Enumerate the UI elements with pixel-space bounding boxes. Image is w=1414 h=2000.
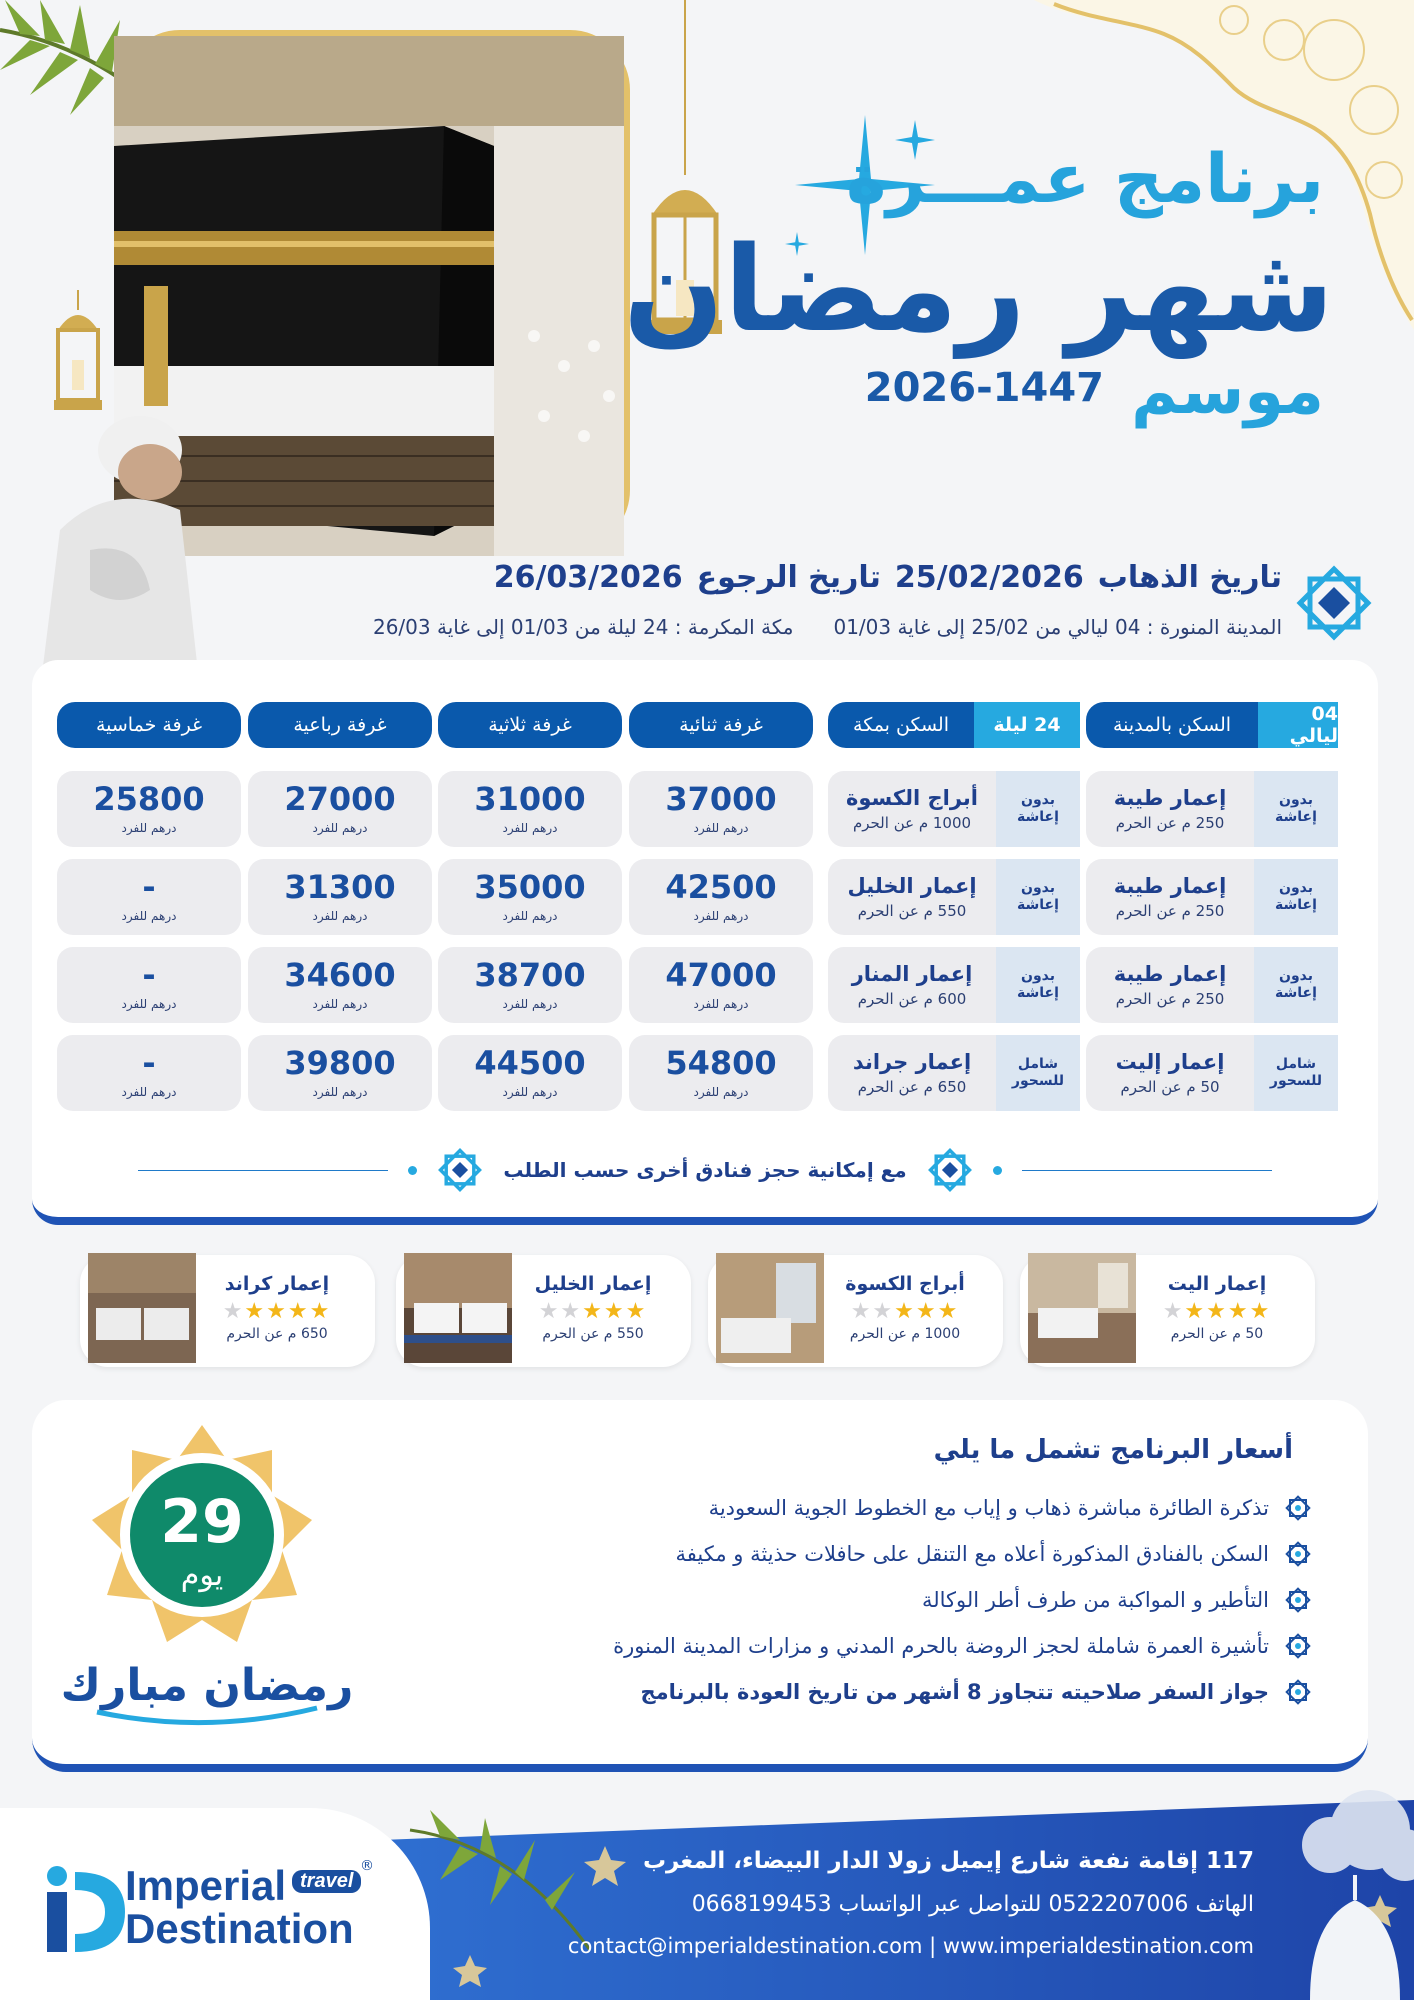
makkah-header-label: السكن بمكة [853, 714, 949, 736]
madinah-header [1086, 702, 1338, 748]
makkah-stay: مكة المكرمة : 24 ليلة من 01/03 إلى غاية 26/03 [372, 615, 794, 639]
meal-plan: بدون إعاشة [1254, 771, 1338, 847]
star-rating: ★★★★★ [538, 1299, 648, 1324]
includes-card [32, 1400, 1368, 1772]
hotel-distance: 250 م عن الحرم [1115, 990, 1225, 1008]
hotel-name: أبراج الكسوة [845, 1273, 965, 1295]
hotel-distance: 550 م عن الحرم [542, 1326, 644, 1342]
imperial-destination-logo-mark [35, 1858, 125, 1958]
hotel-name: أبراج الكسوة [845, 786, 979, 810]
madinah-hotel-cell [1086, 947, 1338, 1023]
price-unit: درهم للفرد [121, 909, 177, 923]
departure-date: 25/02/2026 [894, 560, 1084, 595]
praying-pilgrim-photo [0, 400, 230, 690]
hotel-name: إعمار طيبة [1113, 786, 1227, 810]
season-years: 2026-1447 [864, 365, 1104, 411]
price-value: - [142, 956, 156, 994]
price-cell [248, 947, 432, 1023]
hotel-distance: 50 م عن الحرم [1170, 1326, 1264, 1342]
price-cell [438, 771, 622, 847]
room-header-quint: غرفة خماسية [57, 702, 241, 748]
star-ornament-icon [437, 1147, 483, 1193]
brand-name-line1: Imperial [125, 1862, 287, 1909]
hotel-room-photo [1028, 1253, 1136, 1363]
hotel-room-photo [404, 1253, 512, 1363]
hotel-distance: 600 م عن الحرم [857, 990, 967, 1008]
meal-plan: شامل للسحور [1254, 1035, 1338, 1111]
price-cell [248, 771, 432, 847]
meal-plan: بدون إعاشة [1254, 859, 1338, 935]
price-cell [629, 947, 813, 1023]
madinah-nights: 04 ليالي [1258, 702, 1338, 748]
days-badge [87, 1420, 317, 1650]
price-unit: درهم للفرد [312, 1085, 368, 1099]
list-item [413, 1531, 1313, 1577]
hotel-name: إعمار اليت [1167, 1273, 1267, 1295]
price-unit: درهم للفرد [312, 909, 368, 923]
price-value: 37000 [665, 780, 777, 818]
list-item [413, 1623, 1313, 1669]
room-header-quad: غرفة رباعية [248, 702, 432, 748]
title-ramadan: شهر رمضان [623, 220, 1334, 358]
days-label: يوم [180, 1558, 224, 1593]
makkah-header [828, 702, 1080, 748]
agency-contact[interactable]: contact@imperialdestination.com | www.imperialdestination.com [567, 1934, 1254, 1958]
hotel-distance: 650 م عن الحرم [857, 1078, 967, 1096]
price-unit: درهم للفرد [693, 997, 749, 1011]
room-header-triple: غرفة ثلاثية [438, 702, 622, 748]
madinah-hotel-cell [1086, 859, 1338, 935]
ornament-bullet-icon [1283, 1585, 1313, 1615]
meal-plan: بدون إعاشة [1254, 947, 1338, 1023]
divider [1022, 1170, 1272, 1171]
madinah-header-label: السكن بالمدينة [1112, 714, 1232, 736]
price-value: 25800 [93, 780, 205, 818]
stay-summary [373, 615, 1282, 639]
makkah-hotel-cell [828, 947, 1080, 1023]
meal-plan: بدون إعاشة [996, 947, 1080, 1023]
include-text: تأشيرة العمرة شاملة لحجز الروضة بالحرم المدني و مزارات المدينة المنورة [613, 1634, 1269, 1658]
travel-dates [494, 560, 1282, 595]
price-value: 34600 [284, 956, 396, 994]
price-unit: درهم للفرد [121, 821, 177, 835]
hotel-card [80, 1255, 375, 1367]
hotel-distance: 250 م عن الحرم [1115, 902, 1225, 920]
makkah-hotel-cell [828, 1035, 1080, 1111]
hotel-name: إعمار طيبة [1113, 874, 1227, 898]
price-value: 27000 [284, 780, 396, 818]
price-unit: درهم للفرد [693, 909, 749, 923]
price-value: 31300 [284, 868, 396, 906]
price-value: 38700 [474, 956, 586, 994]
registered-mark: ® [360, 1858, 374, 1874]
price-value: 47000 [665, 956, 777, 994]
hotel-name: إعمار الخليل [847, 874, 977, 898]
price-unit: درهم للفرد [693, 821, 749, 835]
price-value: 31000 [474, 780, 586, 818]
price-cell [629, 771, 813, 847]
price-cell [57, 771, 241, 847]
season-label: موسم [1131, 355, 1324, 429]
ramadan-mubarak-calligraphy [60, 1630, 354, 1740]
hotel-name: إعمار إليت [1115, 1050, 1225, 1074]
star-ornament-icon [927, 1147, 973, 1193]
hotel-name: إعمار كراند [224, 1273, 330, 1295]
price-value: - [142, 1044, 156, 1082]
price-unit: درهم للفرد [121, 1085, 177, 1099]
price-cell [438, 859, 622, 935]
price-cell [629, 859, 813, 935]
include-text: التأطير و المواكبة من طرف أطر الوكالة [921, 1588, 1269, 1612]
hotel-card [396, 1255, 691, 1367]
ornament-bullet-icon [1283, 1539, 1313, 1569]
hotel-distance: 650 م عن الحرم [226, 1326, 328, 1342]
price-unit: درهم للفرد [312, 997, 368, 1011]
return-date: 26/03/2026 [493, 560, 683, 595]
hotel-card [1020, 1255, 1315, 1367]
other-hotels-note [32, 1150, 1378, 1190]
price-cell [438, 947, 622, 1023]
hotel-distance: 550 م عن الحرم [857, 902, 967, 920]
meal-plan: شامل للسحور [996, 1035, 1080, 1111]
includes-title: أسعار البرنامج تشمل ما يلي [933, 1435, 1293, 1465]
divider [138, 1170, 388, 1171]
hotel-room-photo [716, 1253, 824, 1363]
brand-name-line2: Destination [125, 1905, 354, 1952]
star-rating: ★★★★★ [850, 1299, 960, 1324]
price-cell [57, 947, 241, 1023]
other-hotels-text: مع إمكانية حجز فنادق أخرى حسب الطلب [503, 1158, 907, 1182]
list-item [413, 1485, 1313, 1531]
include-text: جواز السفر صلاحيته تتجاوز 8 أشهر من تاريخ العودة بالبرنامج [640, 1680, 1269, 1704]
star-ornament-icon [1294, 563, 1374, 643]
star-rating: ★★★★★ [222, 1299, 332, 1324]
price-cell [629, 1035, 813, 1111]
hotel-distance: 1000 م عن الحرم [849, 1326, 961, 1342]
price-unit: درهم للفرد [502, 1085, 558, 1099]
dot-icon [993, 1166, 1002, 1175]
room-header-double: غرفة ثنائية [629, 702, 813, 748]
title-umrah: برنامج عمـــرة [846, 140, 1324, 219]
price-unit: درهم للفرد [502, 909, 558, 923]
departure-label: تاريخ الذهاب [1097, 560, 1282, 595]
hotel-name: إعمار جراند [852, 1050, 972, 1074]
meal-plan: بدون إعاشة [996, 859, 1080, 935]
price-value: - [142, 868, 156, 906]
hotel-distance: 1000 م عن الحرم [852, 814, 972, 832]
hotel-room-photo [88, 1253, 196, 1363]
price-table [32, 660, 1378, 1225]
price-cell [57, 859, 241, 935]
brand-travel-tag: travel [292, 1870, 361, 1893]
makkah-hotel-cell [828, 771, 1080, 847]
hotel-distance: 50 م عن الحرم [1120, 1078, 1220, 1096]
ornament-bullet-icon [1283, 1677, 1313, 1707]
madinah-hotel-cell [1086, 771, 1338, 847]
price-value: 39800 [284, 1044, 396, 1082]
price-cell [57, 1035, 241, 1111]
include-text: تذكرة الطائرة مباشرة ذهاب و إياب مع الخطوط الجوية السعودية [708, 1496, 1269, 1520]
includes-list [413, 1485, 1313, 1715]
price-value: 42500 [665, 868, 777, 906]
return-label: تاريخ الرجوع [696, 560, 881, 595]
hotel-name: إعمار طيبة [1113, 962, 1227, 986]
price-cell [248, 859, 432, 935]
greeting-text: رمضان مبارك [60, 1660, 354, 1711]
madinah-hotel-cell [1086, 1035, 1338, 1111]
agency-phone: الهاتف 0522207006 للتواصل عبر الواتساب 0668199453 [691, 1892, 1254, 1917]
list-item [413, 1577, 1313, 1623]
price-value: 44500 [474, 1044, 586, 1082]
price-cell [248, 1035, 432, 1111]
price-value: 54800 [665, 1044, 777, 1082]
ornament-bullet-icon [1283, 1493, 1313, 1523]
price-value: 35000 [474, 868, 586, 906]
agency-address: 117 إقامة نفعة شارع إيميل زولا الدار البيضاء، المغرب [642, 1848, 1254, 1874]
days-number: 29 [160, 1487, 244, 1557]
dot-icon [408, 1166, 417, 1175]
meal-plan: بدون إعاشة [996, 771, 1080, 847]
price-unit: درهم للفرد [312, 821, 368, 835]
makkah-hotel-cell [828, 859, 1080, 935]
price-unit: درهم للفرد [502, 821, 558, 835]
hotel-name: إعمار الخليل [534, 1273, 652, 1295]
include-text: السكن بالفنادق المذكورة أعلاه مع التنقل على حافلات حذيثة و مكيفة [675, 1542, 1269, 1566]
hotel-name: إعمار المنار [851, 962, 973, 986]
price-unit: درهم للفرد [693, 1085, 749, 1099]
makkah-nights: 24 ليلة [974, 702, 1080, 748]
price-unit: درهم للفرد [121, 997, 177, 1011]
hotel-card [708, 1255, 1003, 1367]
madinah-stay: المدينة المنورة : 04 ليالي من 25/02 إلى غاية 01/03 [833, 615, 1282, 639]
star-rating: ★★★★★ [1162, 1299, 1272, 1324]
hotel-distance: 250 م عن الحرم [1115, 814, 1225, 832]
list-item [413, 1669, 1313, 1715]
price-cell [438, 1035, 622, 1111]
ornament-bullet-icon [1283, 1631, 1313, 1661]
price-unit: درهم للفرد [502, 997, 558, 1011]
